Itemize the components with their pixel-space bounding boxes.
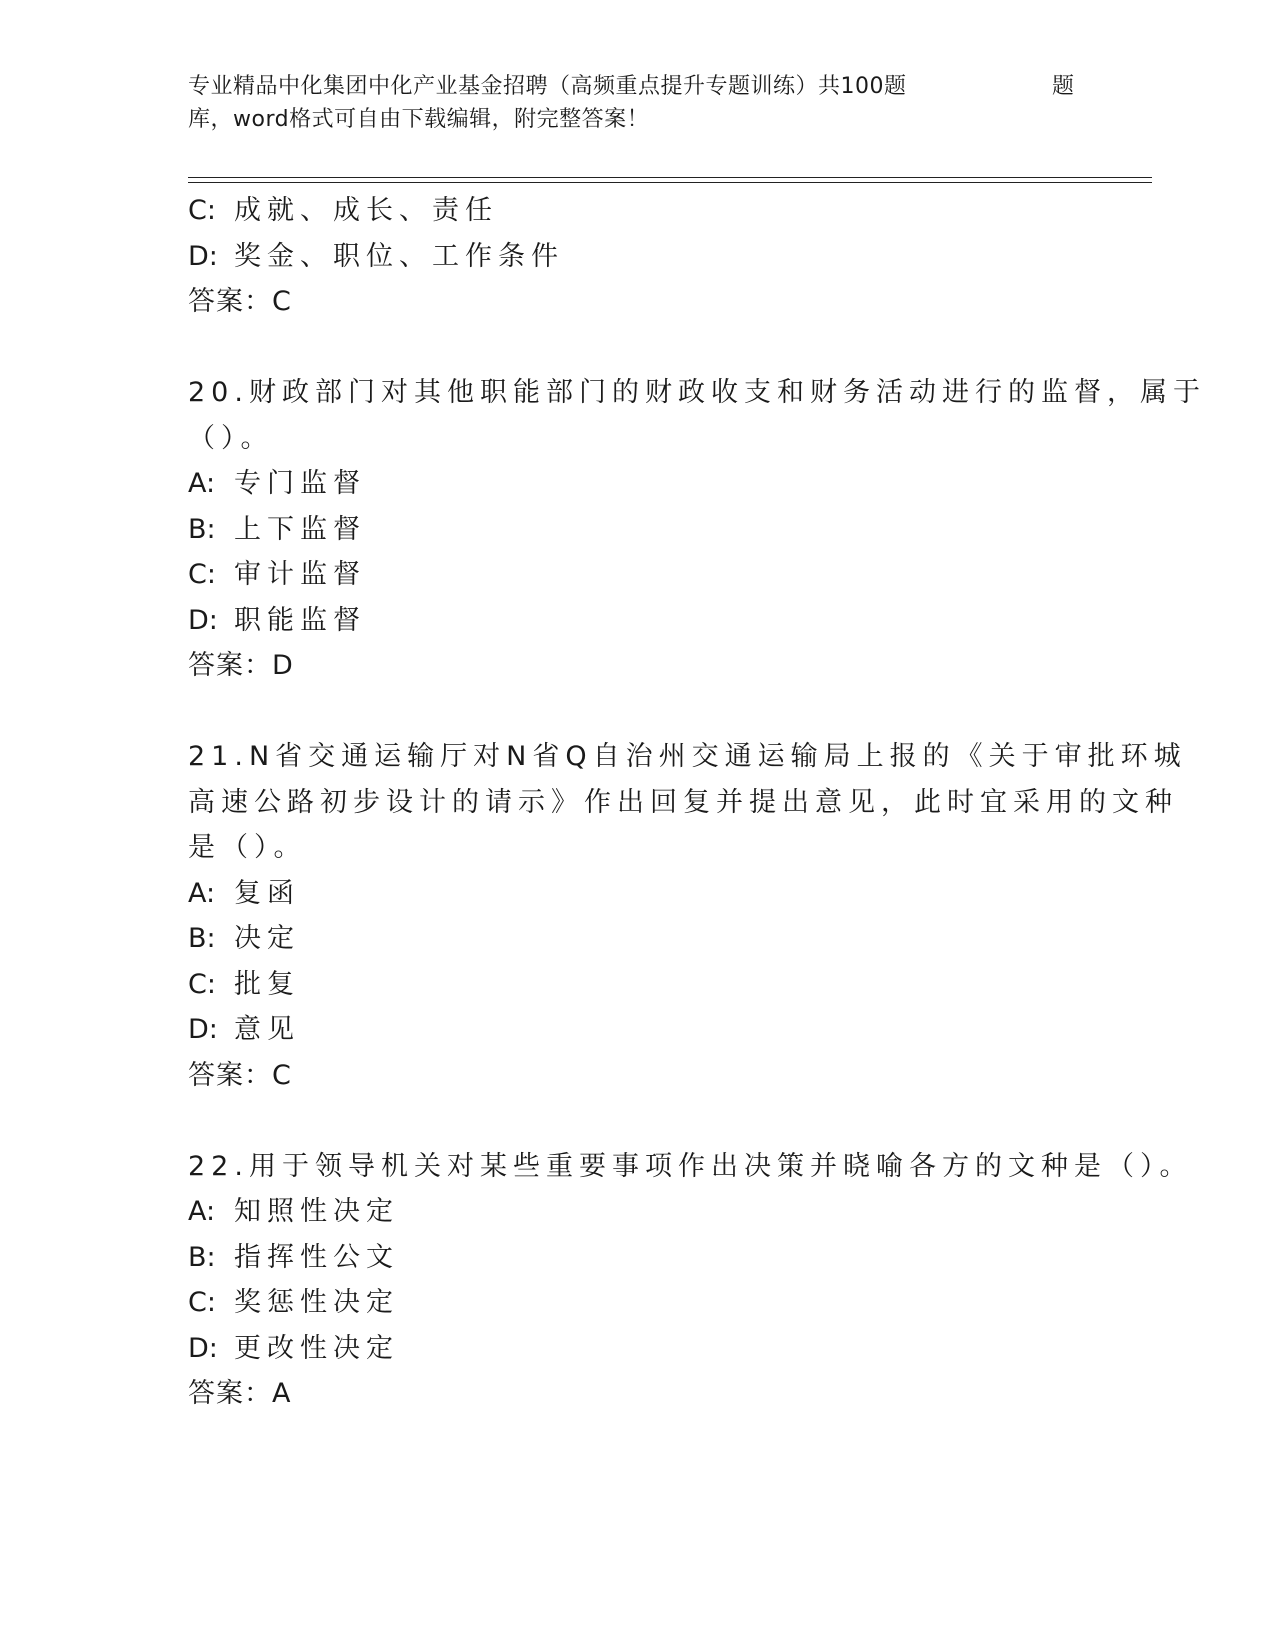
option-a xyxy=(188,871,1088,917)
option-label: A: xyxy=(188,468,216,499)
question-20 xyxy=(188,370,1206,689)
option-c xyxy=(188,1280,1088,1326)
option-c xyxy=(188,962,1088,1008)
option-b xyxy=(188,507,1088,553)
option-label: B: xyxy=(188,923,216,954)
header-divider-bottom xyxy=(188,182,1152,183)
spacer xyxy=(188,325,1088,371)
option-label: C: xyxy=(188,1287,216,1318)
option-text: 上下监督 xyxy=(234,513,366,545)
option-b xyxy=(188,1235,1088,1281)
option-c xyxy=(188,188,1088,234)
question-stem: 20.财政部门对其他职能部门的财政收支和财务活动进行的监督，属于 xyxy=(188,377,1206,408)
option-c xyxy=(188,552,1088,598)
answer-line: 答案：C xyxy=(188,286,292,317)
option-d xyxy=(188,234,1088,280)
option-text: 专门监督 xyxy=(234,468,366,499)
option-text: 批复 xyxy=(234,968,300,1000)
option-text: 复函 xyxy=(234,877,300,909)
question-stem: 22.用于领导机关对某些重要事项作出决策并晓喻各方的文种是（）。 xyxy=(188,1150,1193,1182)
option-label: D: xyxy=(188,604,218,636)
option-text: 知照性决定 xyxy=(234,1196,399,1227)
option-label: A: xyxy=(188,877,216,909)
option-text: 奖惩性决定 xyxy=(234,1287,399,1318)
option-text: 职能监督 xyxy=(234,604,366,636)
header-right-label: 题 xyxy=(1052,74,1075,99)
option-label: C: xyxy=(188,195,216,226)
header-title-line-2: 库，word格式可自由下载编辑，附完整答案！ xyxy=(188,107,650,132)
page-header xyxy=(188,70,1088,136)
question-stem: 21.N省交通运输厅对N省Q自治州交通运输局上报的《关于审批环城 xyxy=(188,741,1187,772)
header-title-line-1: 专业精品中化集团中化产业基金招聘（高频重点提升专题训练）共100题 xyxy=(188,74,907,99)
option-label: B: xyxy=(188,1241,216,1273)
question-stem: 是（）。 xyxy=(188,832,307,863)
question-stem: 高速公路初步设计的请示》作出回复并提出意见，此时宜采用的文种 xyxy=(188,786,1178,818)
option-a xyxy=(188,461,1088,507)
question-stem: （）。 xyxy=(188,422,274,454)
option-label: D: xyxy=(188,240,218,272)
option-text: 成就、成长、责任 xyxy=(234,195,498,226)
option-text: 指挥性公文 xyxy=(234,1241,399,1273)
answer-line: 答案：A xyxy=(188,1378,292,1409)
option-a xyxy=(188,1189,1088,1235)
option-label: B: xyxy=(188,513,216,545)
option-b xyxy=(188,916,1088,962)
option-text: 决定 xyxy=(234,923,300,954)
option-label: C: xyxy=(188,968,216,1000)
option-text: 意见 xyxy=(234,1014,300,1045)
answer-line: 答案：C xyxy=(188,1059,292,1091)
question-content xyxy=(188,188,1206,1417)
option-text: 审计监督 xyxy=(234,559,366,590)
spacer xyxy=(188,689,1088,735)
answer-line: 答案：D xyxy=(188,650,294,681)
option-d xyxy=(188,598,1088,644)
option-d xyxy=(188,1007,1088,1053)
header-divider-top xyxy=(188,177,1152,178)
option-label: C: xyxy=(188,559,216,590)
option-label: D: xyxy=(188,1332,218,1364)
question-fragment xyxy=(188,188,1088,325)
question-21 xyxy=(188,734,1187,1098)
option-text: 奖金、职位、工作条件 xyxy=(234,240,564,272)
option-label: D: xyxy=(188,1014,218,1045)
option-d xyxy=(188,1326,1088,1372)
question-22 xyxy=(188,1144,1193,1417)
option-label: A: xyxy=(188,1196,216,1227)
spacer xyxy=(188,1098,1088,1144)
option-text: 更改性决定 xyxy=(234,1332,399,1364)
